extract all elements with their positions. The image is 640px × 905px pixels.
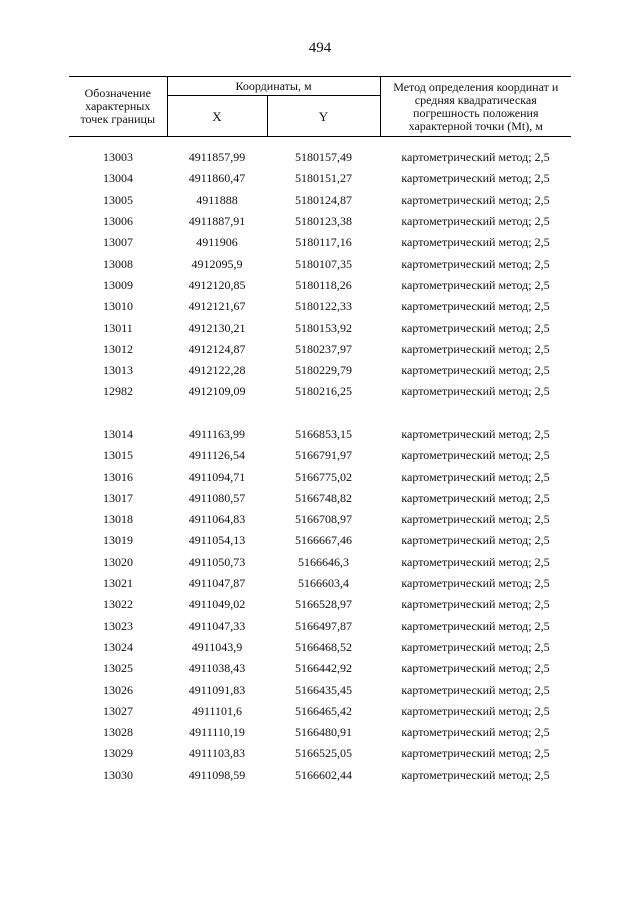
y-coordinate-cell: 5166528,97 <box>295 597 352 612</box>
point-name-cell: 13029 <box>103 746 133 761</box>
point-name-cell: 13026 <box>103 682 133 697</box>
table-row <box>69 679 571 700</box>
y-coordinate-cell: 5166603,4 <box>298 576 349 591</box>
method-cell: картометрический метод; 2,5 <box>401 746 550 761</box>
point-name-cell: 13020 <box>103 554 133 569</box>
table-row <box>69 296 571 317</box>
point-name-cell: 13008 <box>103 256 133 271</box>
y-coordinate-cell: 5166602,44 <box>295 767 352 782</box>
point-name-cell: 13017 <box>103 490 133 505</box>
point-name-cell: 13014 <box>103 427 133 441</box>
x-coordinate-cell: 4911094,71 <box>188 469 246 484</box>
method-cell: картометрический метод; 2,5 <box>401 618 550 633</box>
x-coordinate-cell: 4912120,85 <box>188 277 246 292</box>
header-point-name: Обозначение характерных точек границы <box>69 77 167 137</box>
table-row <box>69 466 571 487</box>
header-x: X <box>167 96 267 137</box>
y-coordinate-cell: 5166775,02 <box>295 469 352 484</box>
x-coordinate-cell: 4911887,91 <box>188 214 246 229</box>
table-row <box>69 552 571 573</box>
y-coordinate-cell: 5180123,38 <box>295 214 352 229</box>
y-coordinate-cell: 5180118,26 <box>295 277 352 292</box>
y-coordinate-cell: 5180124,87 <box>295 192 352 207</box>
x-coordinate-cell: 4911126,54 <box>188 448 246 463</box>
table-row <box>69 275 571 296</box>
x-coordinate-cell: 4911098,59 <box>188 767 246 782</box>
x-coordinate-cell: 4912121,67 <box>188 299 246 314</box>
y-coordinate-cell: 5180107,35 <box>295 256 352 271</box>
method-cell: картометрический метод; 2,5 <box>401 554 550 569</box>
table-row <box>69 232 571 253</box>
x-coordinate-cell: 4911038,43 <box>188 661 246 676</box>
method-cell: картометрический метод; 2,5 <box>401 597 550 612</box>
method-cell: картометрический метод; 2,5 <box>401 277 550 292</box>
y-coordinate-cell: 5166667,46 <box>295 533 352 548</box>
table-row <box>69 253 571 274</box>
table-row <box>69 190 571 211</box>
y-coordinate-cell: 5166708,97 <box>295 512 352 527</box>
method-cell: картометрический метод; 2,5 <box>401 299 550 314</box>
table-row <box>69 339 571 360</box>
table-row <box>69 573 571 594</box>
y-coordinate-cell: 5166791,97 <box>295 448 352 463</box>
method-cell: картометрический метод; 2,5 <box>401 427 550 441</box>
table-row <box>69 658 571 679</box>
x-coordinate-cell: 4911050,73 <box>188 554 246 569</box>
y-coordinate-cell: 5180151,27 <box>295 171 352 186</box>
table-row <box>69 147 571 168</box>
table-row <box>69 701 571 722</box>
table-row <box>69 743 571 764</box>
method-cell: картометрический метод; 2,5 <box>401 639 550 654</box>
y-coordinate-cell: 5180229,79 <box>295 363 352 378</box>
table-row <box>69 509 571 530</box>
method-cell: картометрический метод; 2,5 <box>401 703 550 718</box>
y-coordinate-cell: 5166468,52 <box>295 639 352 654</box>
method-cell: картометрический метод; 2,5 <box>401 214 550 229</box>
table-row <box>69 317 571 338</box>
point-name-cell: 13006 <box>103 214 133 229</box>
x-coordinate-cell: 4911091,83 <box>188 682 246 697</box>
y-coordinate-cell: 5166480,91 <box>295 725 352 740</box>
point-name-cell: 13007 <box>103 235 133 250</box>
x-coordinate-cell: 4911101,6 <box>191 703 243 718</box>
table-row <box>69 616 571 637</box>
x-coordinate-cell: 4912109,09 <box>188 384 246 399</box>
y-coordinate-cell: 5180216,25 <box>295 384 352 399</box>
table-row <box>69 360 571 381</box>
x-coordinate-cell: 4912124,87 <box>188 341 246 356</box>
point-name-cell: 13019 <box>103 533 133 548</box>
table-row <box>69 488 571 509</box>
x-coordinate-cell: 4911080,57 <box>188 490 246 505</box>
point-name-cell: 13021 <box>103 576 133 591</box>
y-coordinate-cell: 5166497,87 <box>295 618 352 633</box>
table-body <box>69 147 571 786</box>
y-coordinate-cell: 5180122,33 <box>295 299 352 314</box>
method-cell: картометрический метод; 2,5 <box>401 512 550 527</box>
method-cell: картометрический метод; 2,5 <box>401 363 550 378</box>
point-name-cell: 13027 <box>103 703 133 718</box>
y-coordinate-cell: 5166525,05 <box>295 746 352 761</box>
x-coordinate-cell: 4911054,13 <box>188 533 246 548</box>
point-name-cell: 13030 <box>103 767 133 782</box>
x-coordinate-cell: 4911906 <box>196 235 238 250</box>
point-name-cell: 13024 <box>103 639 133 654</box>
header-coordinates: Координаты, м <box>167 77 380 96</box>
point-name-cell: 13015 <box>103 448 133 463</box>
x-coordinate-cell: 4912095,9 <box>191 256 243 271</box>
point-name-cell: 13004 <box>103 171 133 186</box>
row-gap <box>69 403 571 424</box>
point-name-cell: 12982 <box>103 384 133 399</box>
x-coordinate-cell: 4911049,02 <box>188 597 246 612</box>
point-name-cell: 13012 <box>103 341 133 356</box>
x-coordinate-cell: 4911047,87 <box>188 576 246 591</box>
point-name-cell: 13018 <box>103 512 133 527</box>
y-coordinate-cell: 5166748,82 <box>295 490 352 505</box>
x-coordinate-cell: 4911064,83 <box>188 512 246 527</box>
x-coordinate-cell: 4912122,28 <box>188 363 246 378</box>
table-row <box>69 765 571 786</box>
table-row <box>69 168 571 189</box>
header-method: Метод определения координат и средняя квадратическая погрешность положения характерной точки (Mt), м <box>380 77 571 137</box>
point-name-cell: 13010 <box>103 299 133 314</box>
method-cell: картометрический метод; 2,5 <box>401 469 550 484</box>
page-number: 494 <box>308 40 332 56</box>
point-name-cell: 13023 <box>103 618 133 633</box>
table-row <box>69 637 571 658</box>
table-row <box>69 530 571 551</box>
method-cell: картометрический метод; 2,5 <box>401 150 550 165</box>
y-coordinate-cell: 5180153,92 <box>295 320 352 335</box>
point-name-cell: 13013 <box>103 363 133 378</box>
method-cell: картометрический метод; 2,5 <box>401 448 550 463</box>
point-name-cell: 13025 <box>103 661 133 676</box>
y-coordinate-cell: 5180157,49 <box>295 150 352 165</box>
x-coordinate-cell: 4911860,47 <box>188 171 246 186</box>
table-row <box>69 594 571 615</box>
table-row <box>69 722 571 743</box>
x-coordinate-cell: 4911888 <box>196 192 238 207</box>
x-coordinate-cell: 4911857,99 <box>188 150 246 165</box>
table-row <box>69 211 571 232</box>
x-coordinate-cell: 4911043,9 <box>191 639 243 654</box>
method-cell: картометрический метод; 2,5 <box>401 235 550 250</box>
y-coordinate-cell: 5166435,45 <box>295 682 352 697</box>
method-cell: картометрический метод; 2,5 <box>401 256 550 271</box>
method-cell: картометрический метод; 2,5 <box>401 725 550 740</box>
table-header <box>69 76 571 137</box>
point-name-cell: 13011 <box>103 320 133 335</box>
method-cell: картометрический метод; 2,5 <box>401 533 550 548</box>
x-coordinate-cell: 4911047,33 <box>188 618 246 633</box>
point-name-cell: 13016 <box>103 469 133 484</box>
table-row <box>69 381 571 402</box>
point-name-cell: 13028 <box>103 725 133 740</box>
point-name-cell: 13022 <box>103 597 133 612</box>
table-row <box>69 445 571 466</box>
point-name-cell: 13003 <box>103 150 133 165</box>
y-coordinate-cell: 5166465,42 <box>295 703 352 718</box>
x-coordinate-cell: 4912130,21 <box>188 320 246 335</box>
method-cell: картометрический метод; 2,5 <box>401 320 550 335</box>
x-coordinate-cell: 4911103,83 <box>188 746 246 761</box>
y-coordinate-cell: 5180237,97 <box>295 341 352 356</box>
method-cell: картометрический метод; 2,5 <box>401 490 550 505</box>
method-cell: картометрический метод; 2,5 <box>401 192 550 207</box>
method-cell: картометрический метод; 2,5 <box>401 171 550 186</box>
point-name-cell: 13009 <box>103 277 133 292</box>
y-coordinate-cell: 5166646,3 <box>298 554 349 569</box>
method-cell: картометрический метод; 2,5 <box>401 661 550 676</box>
table-row <box>69 424 571 445</box>
x-coordinate-cell: 4911163,99 <box>188 427 246 441</box>
method-cell: картометрический метод; 2,5 <box>401 767 550 782</box>
y-coordinate-cell: 5166853,15 <box>295 427 352 441</box>
x-coordinate-cell: 4911110,19 <box>189 725 245 740</box>
method-cell: картометрический метод; 2,5 <box>401 341 550 356</box>
y-coordinate-cell: 5166442,92 <box>295 661 352 676</box>
method-cell: картометрический метод; 2,5 <box>401 576 550 591</box>
method-cell: картометрический метод; 2,5 <box>401 384 550 399</box>
y-coordinate-cell: 5180117,16 <box>295 235 352 250</box>
point-name-cell: 13005 <box>103 192 133 207</box>
method-cell: картометрический метод; 2,5 <box>401 682 550 697</box>
header-y: Y <box>267 96 380 137</box>
